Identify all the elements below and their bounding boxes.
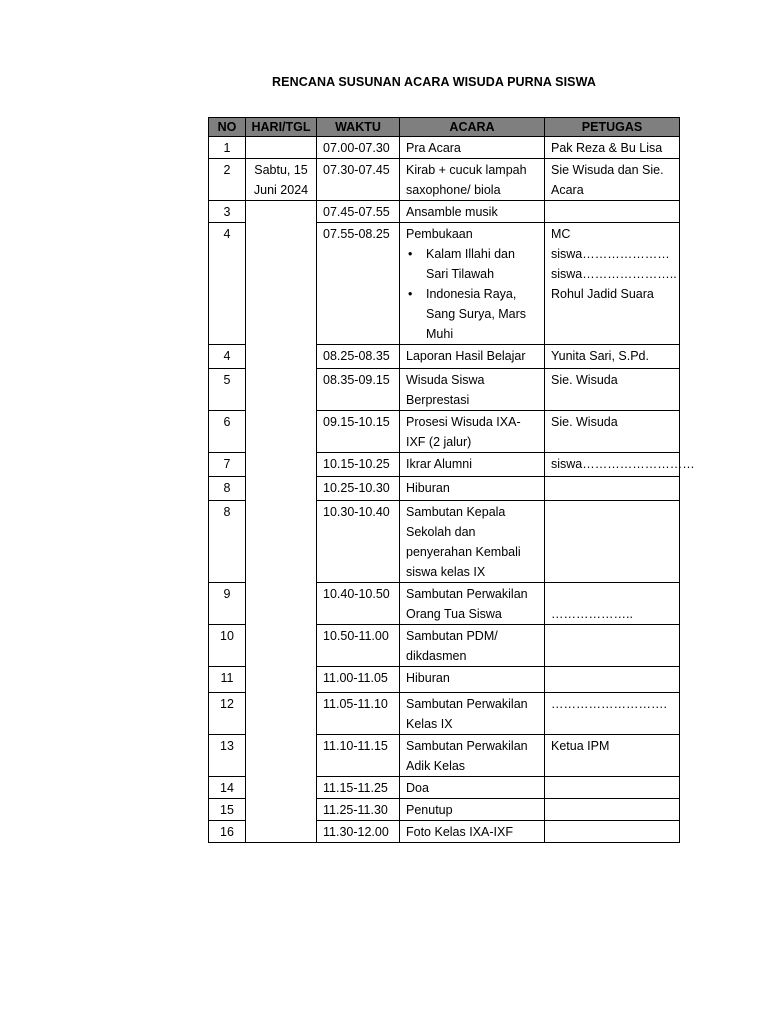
cell-no: 3 [209, 201, 246, 223]
cell-acara: Ikrar Alumni [400, 453, 545, 477]
cell-petugas: Sie Wisuda dan Sie. Acara [545, 159, 680, 201]
cell-acara: Pra Acara [400, 137, 545, 159]
cell-acara: Kirab + cucuk lampah saxophone/ biola [400, 159, 545, 201]
cell-no: 8 [209, 501, 246, 583]
table-row [209, 201, 680, 223]
header-no: NO [209, 118, 246, 137]
cell-petugas [545, 477, 680, 501]
cell-no: 13 [209, 735, 246, 777]
cell-petugas [545, 667, 680, 693]
header-petugas: PETUGAS [545, 118, 680, 137]
cell-acara: Hiburan [400, 477, 545, 501]
acara-bullet-text: Kalam Illahi dan Sari Tilawah [426, 247, 515, 281]
cell-hari-merged [246, 201, 317, 843]
cell-waktu: 07.00-07.30 [317, 137, 400, 159]
header-waktu: WAKTU [317, 118, 400, 137]
cell-no: 4 [209, 223, 246, 345]
cell-no: 11 [209, 667, 246, 693]
cell-petugas [545, 625, 680, 667]
header-hari: HARI/TGL [246, 118, 317, 137]
cell-petugas: Sie. Wisuda [545, 369, 680, 411]
cell-hari-tgl: Sabtu, 15 Juni 2024 [246, 159, 317, 201]
cell-acara: Sambutan Perwakilan Orang Tua Siswa [400, 583, 545, 625]
cell-acara: Sambutan Perwakilan Kelas IX [400, 693, 545, 735]
cell-no: 2 [209, 159, 246, 201]
table-row [209, 137, 680, 159]
cell-waktu: 11.30-12.00 [317, 821, 400, 843]
cell-waktu: 10.30-10.40 [317, 501, 400, 583]
cell-petugas: Pak Reza & Bu Lisa [545, 137, 680, 159]
schedule-table [208, 117, 695, 843]
cell-waktu: 11.25-11.30 [317, 799, 400, 821]
petugas-line: siswa………………… [551, 247, 670, 261]
table-row [209, 159, 680, 201]
document-title [0, 75, 768, 89]
cell-acara: Wisuda Siswa Berprestasi [400, 369, 545, 411]
cell-acara: Penutup [400, 799, 545, 821]
cell-petugas [545, 821, 680, 843]
cell-waktu: 10.50-11.00 [317, 625, 400, 667]
acara-heading: Pembukaan [406, 227, 473, 241]
cell-acara: Prosesi Wisuda IXA-IXF (2 jalur) [400, 411, 545, 453]
header-acara: ACARA [400, 118, 545, 137]
cell-waktu: 07.45-07.55 [317, 201, 400, 223]
cell-no: 9 [209, 583, 246, 625]
cell-petugas [545, 799, 680, 821]
cell-acara: Sambutan PDM/ dikdasmen [400, 625, 545, 667]
cell-acara: Sambutan Kepala Sekolah dan penyerahan Kembali siswa kelas IX [400, 501, 545, 583]
acara-bullet-list [406, 244, 538, 344]
cell-waktu: 10.40-10.50 [317, 583, 400, 625]
acara-bullet-item [408, 244, 538, 284]
petugas-line: Rohul Jadid Suara [551, 287, 654, 301]
cell-petugas: ……………….. [545, 583, 680, 625]
acara-bullet-item [408, 284, 538, 344]
cell-acara [400, 223, 545, 345]
cell-no: 10 [209, 625, 246, 667]
cell-waktu: 10.15-10.25 [317, 453, 400, 477]
cell-waktu: 10.25-10.30 [317, 477, 400, 501]
cell-waktu: 11.00-11.05 [317, 667, 400, 693]
cell-petugas [545, 501, 680, 583]
cell-waktu: 08.35-09.15 [317, 369, 400, 411]
cell-hari-empty [246, 137, 317, 159]
cell-waktu: 11.15-11.25 [317, 777, 400, 799]
cell-no: 12 [209, 693, 246, 735]
petugas-line: siswa………………….. [551, 267, 677, 281]
petugas-line: MC [551, 227, 571, 241]
table-body [209, 137, 695, 843]
cell-no: 7 [209, 453, 246, 477]
table-header-row [209, 118, 680, 137]
cell-waktu: 09.15-10.15 [317, 411, 400, 453]
cell-no: 5 [209, 369, 246, 411]
cell-no: 14 [209, 777, 246, 799]
cell-petugas: Ketua IPM [545, 735, 680, 777]
cell-petugas: ………………………. [545, 693, 680, 735]
cell-petugas: siswa……………………… [545, 453, 680, 477]
cell-no: 6 [209, 411, 246, 453]
cell-no: 4 [209, 345, 246, 369]
cell-waktu: 08.25-08.35 [317, 345, 400, 369]
cell-petugas: Sie. Wisuda [545, 411, 680, 453]
cell-acara: Ansamble musik [400, 201, 545, 223]
document-title-text: RENCANA SUSUNAN ACARA WISUDA PURNA SISWA [272, 75, 596, 89]
acara-bullet-text: Indonesia Raya, Sang Surya, Mars Muhi [426, 287, 527, 341]
cell-no: 16 [209, 821, 246, 843]
cell-no: 1 [209, 137, 246, 159]
cell-no: 8 [209, 477, 246, 501]
cell-waktu: 11.05-11.10 [317, 693, 400, 735]
cell-no: 15 [209, 799, 246, 821]
bullet-icon: • [408, 287, 413, 301]
cell-petugas: Yunita Sari, S.Pd. [545, 345, 680, 369]
cell-acara: Doa [400, 777, 545, 799]
cell-waktu: 07.55-08.25 [317, 223, 400, 345]
cell-waktu: 07.30-07.45 [317, 159, 400, 201]
cell-acara: Laporan Hasil Belajar [400, 345, 545, 369]
cell-acara: Hiburan [400, 667, 545, 693]
cell-waktu: 11.10-11.15 [317, 735, 400, 777]
cell-petugas [545, 223, 680, 345]
bullet-icon: • [408, 247, 413, 261]
cell-acara: Foto Kelas IXA-IXF [400, 821, 545, 843]
cell-acara: Sambutan Perwakilan Adik Kelas [400, 735, 545, 777]
cell-petugas [545, 777, 680, 799]
cell-petugas [545, 201, 680, 223]
